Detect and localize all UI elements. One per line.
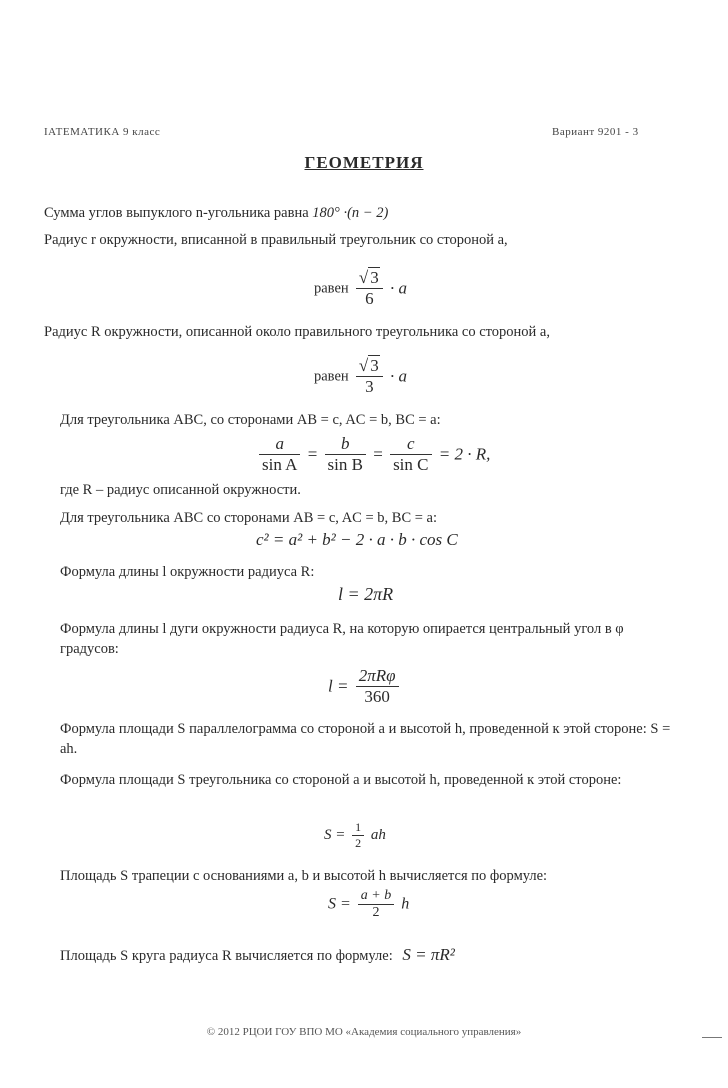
angles-sum-text: Сумма углов выпуклого n-угольника равна [44,205,309,221]
circ-len-text: Формула длины l окружности радиуса R: [60,564,315,580]
inscribed-formula [314,268,407,309]
circumscribed-label: равен [314,368,349,385]
sqrt-symbol: √ 3 [358,268,379,287]
inscribed-var: · a [390,278,407,298]
circumscribed-formula [314,356,407,397]
angles-sum-line [44,203,388,223]
circumscribed-fraction [356,356,383,397]
trapezoid-formula: S = $\frac{a + b}{2}$ h [328,888,410,920]
circle-area-line [60,945,455,966]
sines-formula: $\frac{a}{\text{sin A}}$ = $\frac{b}{\text{sin B}}$ = $\frac{c}{\text{sin C}}$ = 2 · R, [256,434,490,475]
inscribed-den: 6 [365,289,374,308]
cosines-formula: c² = a² + b² − 2 · a · b · cos C [256,530,458,549]
sines-note: где R – радиус описанной окружности. [60,482,301,498]
sqrt-symbol: √ 3 [358,356,379,375]
circumscribed-var: · a [390,366,407,386]
sines-text: Для треугольника ABC, со сторонами AB = c, AC = b, BC = a: [60,412,441,428]
trapezoid-text: Площадь S трапеции с основаниями a, b и высотой h вычисляется по формуле: [60,868,548,884]
footer: © 2012 РЦОИ ГОУ ВПО МО «Академия социального управления» [206,1026,522,1038]
circumscribed-text: Радиус R окружности, описанной около правильного треугольника со стороной a, [44,324,550,340]
arc-len-formula: l = $\frac{\text{2πRφ}}{360}$ [328,666,402,707]
triangle-formula: S = $\frac{1}{2}$ ah [324,820,386,850]
circ-len-formula: l = 2πR [338,584,394,604]
circle-area-formula: S = πR² [402,945,455,964]
circle-area-text: Площадь S круга радиуса R вычисляется по формуле: [60,948,393,964]
cosines-text: Для треугольника ABC со сторонами AB = c, AC = b, BC = a: [60,510,438,526]
triangle-text: Формула площади S треугольника со стороной a и высотой h, проведенной к этой стороне: [60,772,622,788]
angles-sum-formula: 180° ·(n − 2) [312,205,389,221]
inscribed-fraction [356,268,383,309]
header-subject: ІАТЕМАТИКА 9 класс [44,126,161,138]
inscribed-text: Радиус r окружности, вписанной в правильный треугольник со стороной a, [44,232,508,248]
parallelogram-text: Формула площади S параллелограмма со стороной a и высотой h, проведенной к этой стороне: S = ah. [60,721,671,757]
page-title: ГЕОМЕТРИЯ [304,153,424,172]
circumscribed-den: 3 [365,377,374,396]
header-variant: Вариант 9201 - 3 [552,126,639,138]
arc-len-text: Формула длины l дуги окружности радиуса R, на которую опирается центральный угол в φ градусов: [60,621,624,657]
inscribed-label: равен [314,280,349,297]
page-edge-mark [702,1037,722,1038]
